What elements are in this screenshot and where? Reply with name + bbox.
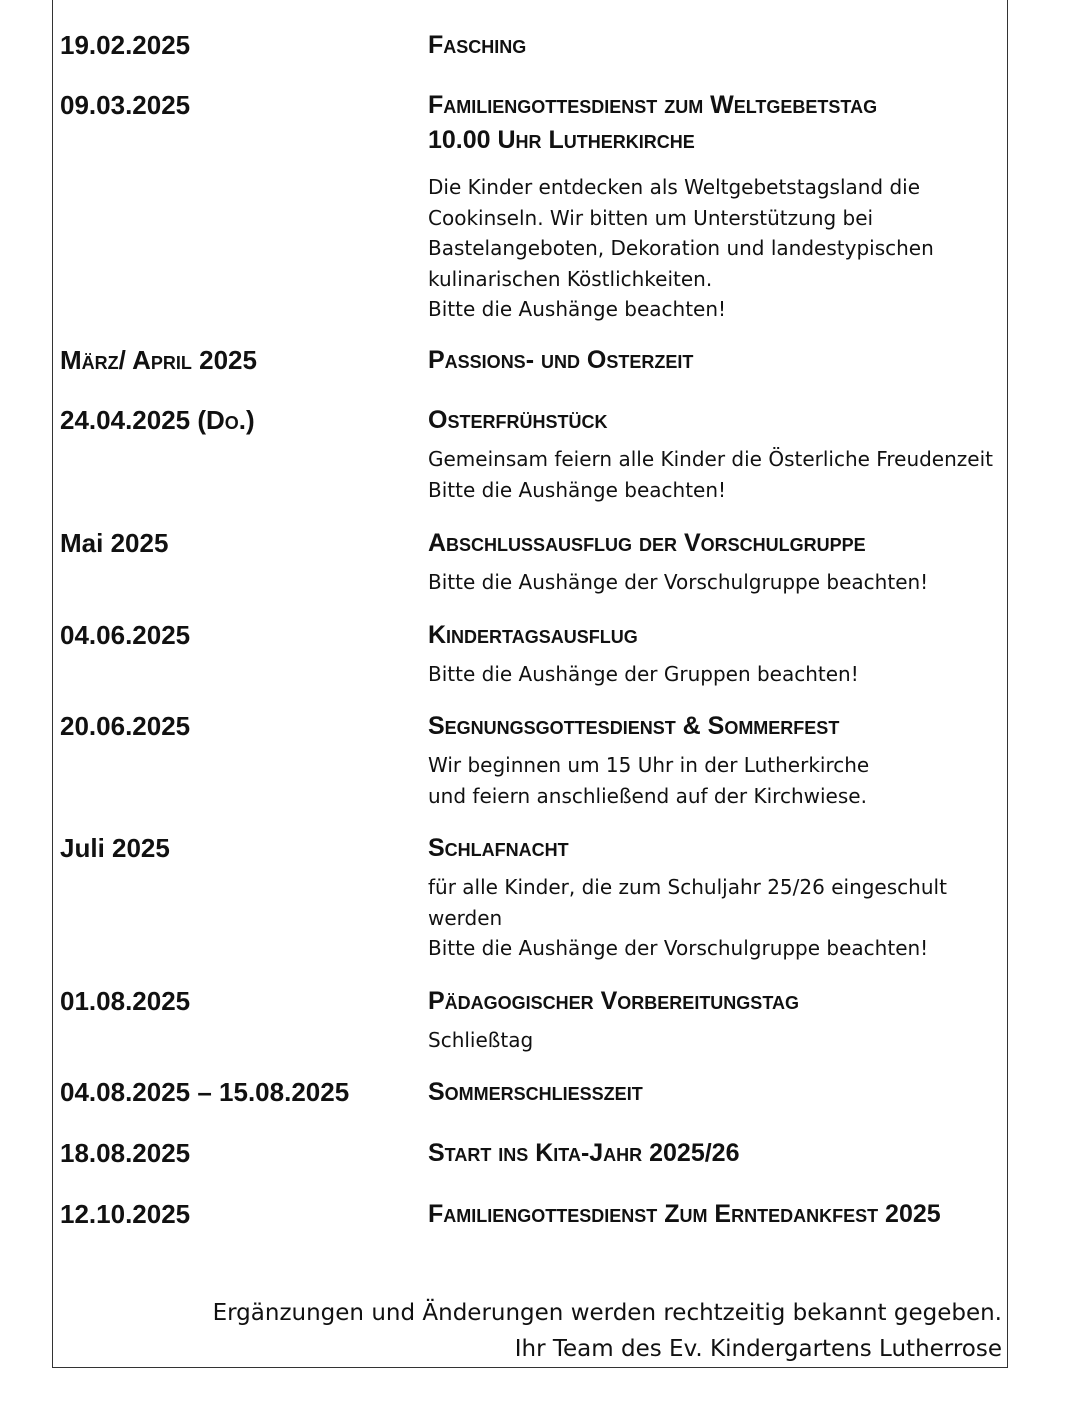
event-title-line: Sommerschließzeit (428, 1078, 643, 1106)
event-title-line: Schlafnacht (428, 834, 569, 862)
event-title (428, 90, 1028, 160)
event-description-line: Bitte die Aushänge der Vorschulgruppe beachten! (428, 936, 929, 960)
event-description-line: und feiern anschließend auf der Kirchwiese. (428, 783, 867, 808)
event-date: März/ April 2025 (60, 345, 257, 375)
event-title (428, 711, 1028, 741)
event-title (428, 1138, 1028, 1168)
event-description-line: Die Kinder entdecken als Weltgebetstagsland die (428, 175, 921, 199)
event-date: 18.08.2025 (60, 1138, 191, 1168)
event-description-line: Bitte die Aushänge der Gruppen beachten! (428, 662, 859, 686)
event-title-line: Familiengottesdienst zum Weltgebetstag (428, 91, 878, 119)
event-description (428, 872, 1028, 964)
event-title (428, 30, 1028, 60)
event-title-line: Pädagogischer Vorbereitungstag (428, 987, 799, 1015)
event-description-line: Cookinseln. Wir bitten um Unterstützung bei (428, 205, 874, 230)
event-date: 04.06.2025 (60, 620, 191, 650)
event-description (428, 444, 1028, 505)
event-title-line: Segnungsgottesdienst & Sommerfest (428, 712, 840, 740)
event-date: 12.10.2025 (60, 1199, 191, 1229)
event-title-line: Osterfrühstück (428, 406, 608, 434)
event-date: Juli 2025 (60, 833, 170, 863)
event-date: 04.08.2025 – 15.08.2025 (60, 1077, 350, 1107)
event-title-line: Kindertagsausflug (428, 621, 638, 649)
event-date: 24.04.2025 (Do.) (60, 405, 255, 435)
event-title-line: Abschlussausflug der Vorschulgruppe (428, 529, 866, 557)
event-description-line: Schließtag (428, 1028, 534, 1052)
event-title-line: Fasching (428, 31, 527, 59)
event-title (428, 1077, 1028, 1107)
event-description-line: Bitte die Aushänge beachten! (428, 477, 727, 502)
event-description (428, 1025, 1028, 1056)
event-description-line: kulinarischen Köstlichkeiten. (428, 266, 713, 291)
event-title-line: Passions- und Osterzeit (428, 346, 694, 374)
event-title-line: 10.00 Uhr Lutherkirche (428, 126, 695, 154)
event-description-line: werden (428, 905, 503, 930)
footer-signature: Ihr Team des Ev. Kindergartens Lutherrose (514, 1336, 1002, 1362)
event-date: Mai 2025 (60, 528, 169, 558)
event-description-line: Wir beginnen um 15 Uhr in der Lutherkirche (428, 753, 870, 777)
event-description-line: Bastelangeboten, Dekoration und landestypischen (428, 236, 934, 260)
event-title (428, 405, 1028, 435)
event-title (428, 345, 1028, 375)
event-description-line: Gemeinsam feiern alle Kinder die Österliche Freudenzeit (428, 447, 993, 471)
event-description (428, 172, 1028, 325)
event-date: 01.08.2025 (60, 986, 191, 1016)
event-date: 20.06.2025 (60, 711, 191, 741)
event-date: 09.03.2025 (60, 90, 191, 120)
footer-line-1: Ergänzungen und Änderungen werden rechtzeitig bekannt gegeben. (212, 1300, 1002, 1326)
event-date: 19.02.2025 (60, 30, 191, 60)
footer-note (213, 1295, 1002, 1367)
event-description (428, 750, 1028, 811)
event-description-line: für alle Kinder, die zum Schuljahr 25/26 eingeschult (428, 875, 947, 899)
event-title-line: Start ins Kita-Jahr 2025/26 (428, 1139, 740, 1167)
event-title (428, 620, 1028, 650)
event-description-line: Bitte die Aushänge der Vorschulgruppe beachten! (428, 570, 929, 594)
event-title (428, 528, 1028, 558)
event-description (428, 659, 1028, 690)
event-description-line: Bitte die Aushänge beachten! (428, 297, 727, 321)
event-title (428, 986, 1028, 1016)
event-title (428, 833, 1028, 863)
event-title (428, 1199, 1028, 1229)
event-title-line: Familiengottesdienst Zum Erntedankfest 2025 (428, 1200, 941, 1228)
event-description (428, 567, 1028, 598)
